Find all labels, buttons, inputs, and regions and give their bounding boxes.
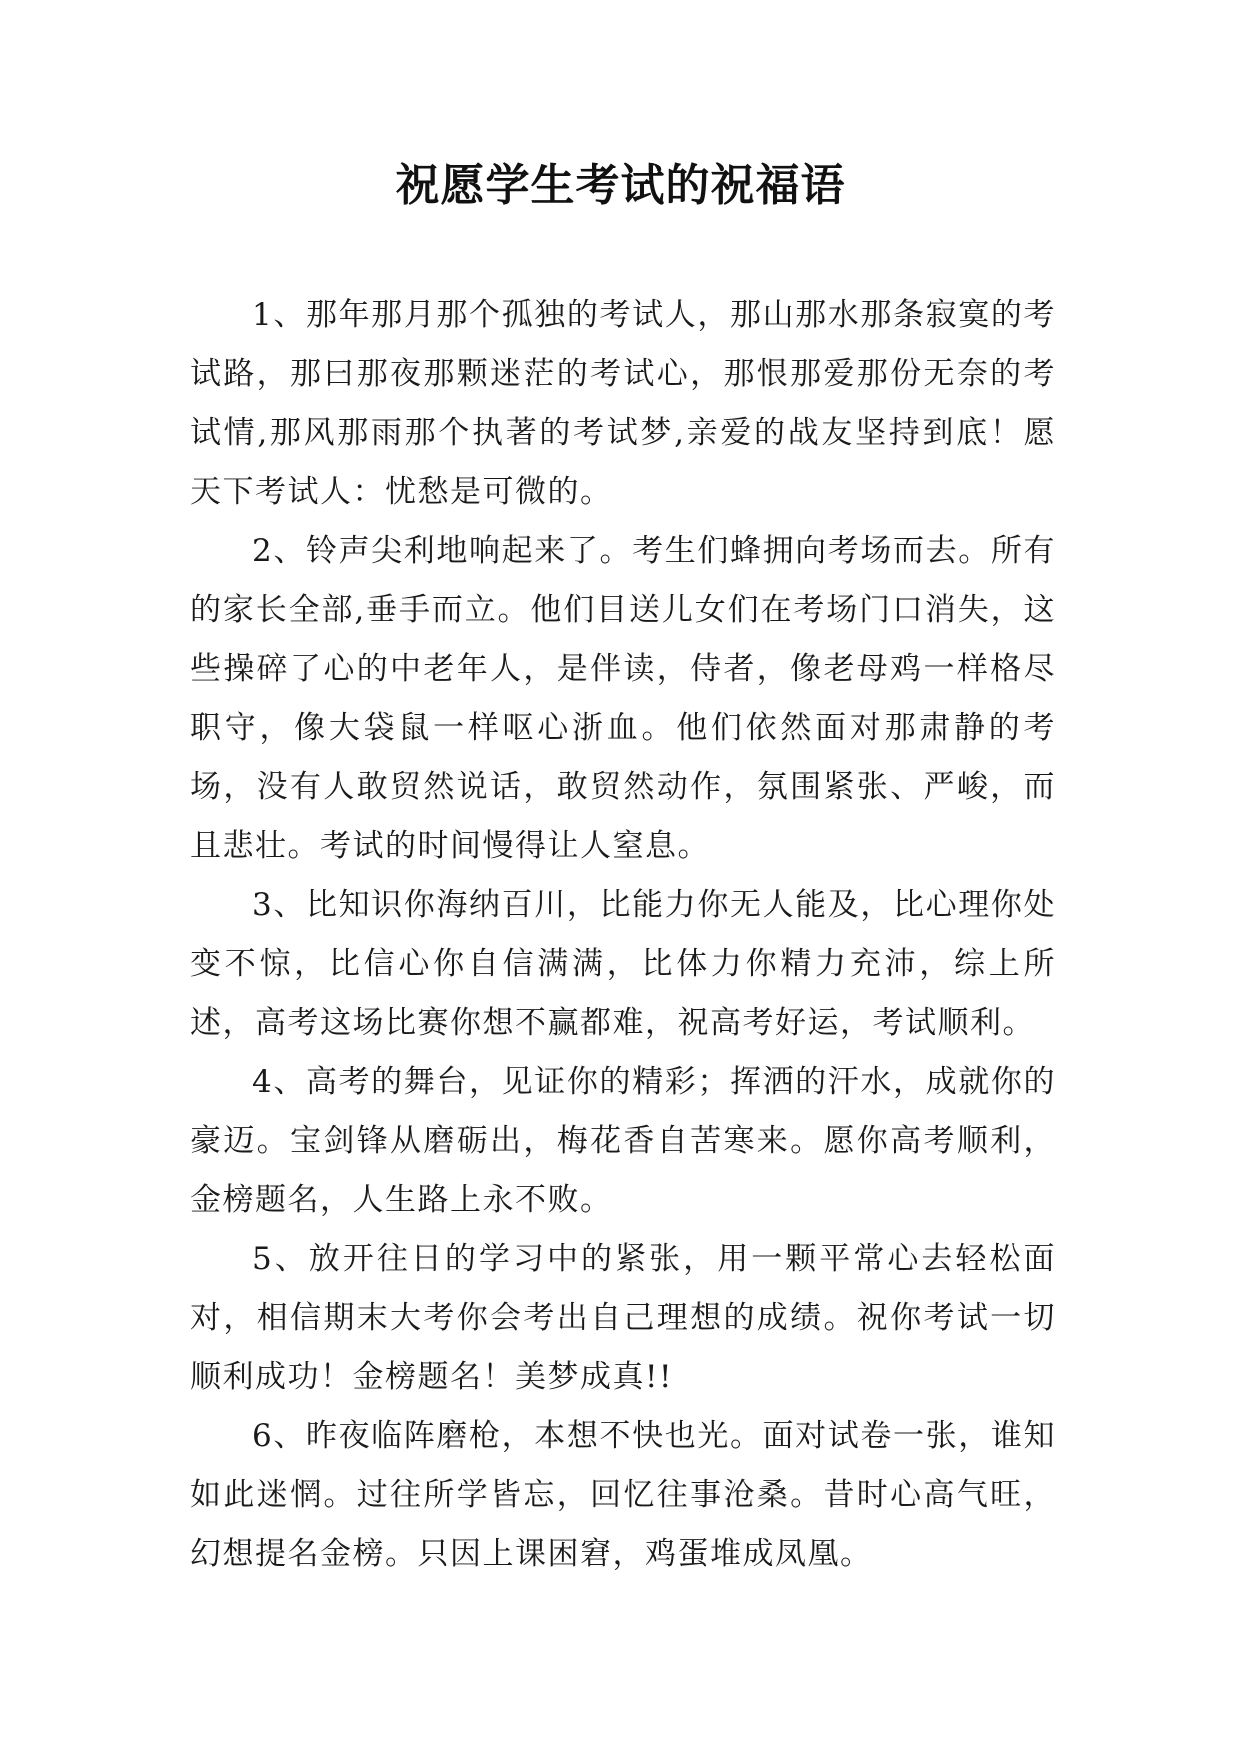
paragraph-1: 1、那年那月那个孤独的考试人，那山那水那条寂寞的考试路，那曰那夜那颗迷茫的考试心，那恨那爱那份无奈的考试情,那风那雨那个执著的考试梦,亲爱的战友坚持到底！愿天下考试人：忧愁是可微的。 — [190, 297, 1056, 510]
paragraph-3: 3、比知识你海纳百川，比能力你无人能及，比心理你处变不惊，比信心你自信满满，比体力你精力充沛，综上所述，高考这场比赛你想不赢都难，祝高考好运，考试顺利。 — [190, 887, 1056, 1041]
document-title: 祝愿学生考试的祝福语 — [395, 160, 846, 211]
paragraph-6: 6、昨夜临阵磨枪，本想不快也光。面对试卷一张，谁知如此迷惘。过往所学皆忘，回忆往事沧桑。昔时心高气旺，幻想提名金榜。只因上课困窘，鸡蛋堆成凤凰。 — [190, 1418, 1056, 1572]
document-body — [190, 286, 1056, 1584]
paragraph-5: 5、放开往日的学习中的紧张，用一颗平常心去轻松面对，相信期末大考你会考出自己理想的成绩。祝你考试一切顺利成功！金榜题名！美梦成真!! — [190, 1241, 1056, 1395]
paragraph-2: 2、铃声尖利地响起来了。考生们蜂拥向考场而去。所有的家长全部,垂手而立。他们目送儿女们在考场门口消失，这些操碎了心的中老年人，是伴读，侍者，像老母鸡一样格尽职守，像大袋鼠一样呕心浙血。他们依然面对那肃静的考场，没有人敢贸然说话，敢贸然动作，氛围紧张、严峻，而且悲壮。考试的时间慢得让人窒息。 — [190, 533, 1056, 864]
paragraph-4: 4、高考的舞台，见证你的精彩；挥洒的汗水，成就你的豪迈。宝剑锋从磨砺出，梅花香自苦寒来。愿你高考顺利，金榜题名，人生路上永不败。 — [190, 1064, 1056, 1218]
